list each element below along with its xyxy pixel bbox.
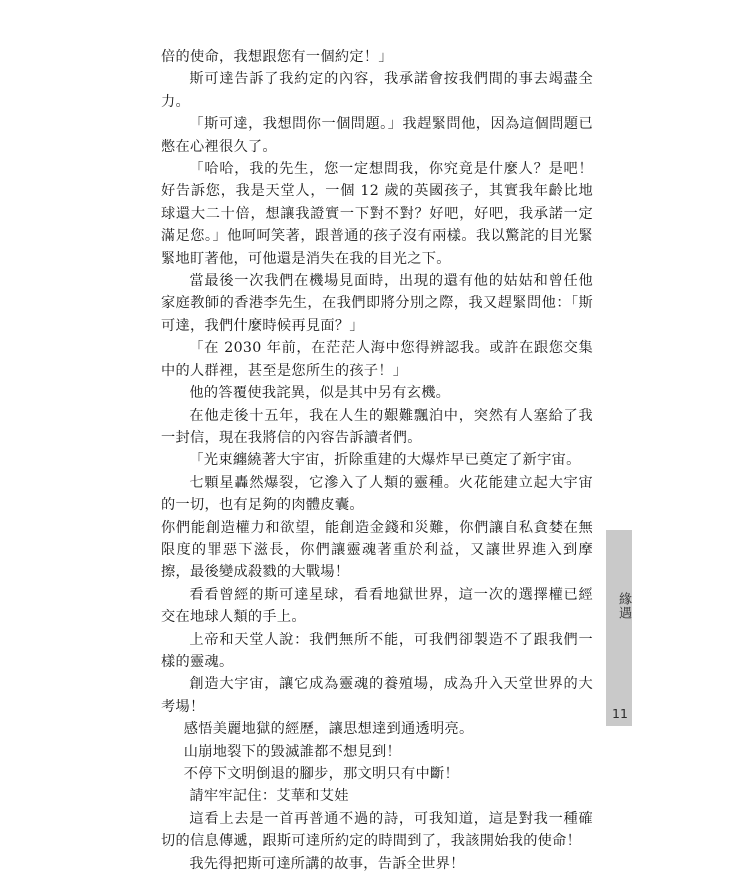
letter-paragraph: 不停下文明倒退的腳步，那文明只有中斷！: [183, 766, 459, 782]
letter-paragraph: 看看曾經的斯可達星球，看看地獄世界，這一次的選擇權已經交在地球人類的手上。: [161, 586, 593, 626]
paragraph: 在他走後十五年，我在人生的艱難飄泊中，突然有人塞給了我一封信，現在我將信的內容告訴讀者們。: [161, 407, 593, 446]
letter-paragraph: 山崩地裂下的毀滅誰都不想見到！: [183, 743, 402, 760]
paragraph: 這看上去是一首再普通不過的詩，可我知道，這是對我一種確切的信息傳遞，跟斯可達所約定的時間到了，我該開始我的使命！: [161, 810, 593, 850]
paragraph: 「在 2030 年前，在茫茫人海中您得辨認我。或許在跟您交集中的人群裡，甚至是您所生的孩子！」: [161, 340, 593, 379]
letter-paragraph: 你們能創造權力和欲望，能創造金錢和災難，你們讓自私貪婪在無限度的罪惡下滋長，你們讓靈魂著重於利益，又讓世界進入到摩擦，最後變成殺戮的大戰場！: [161, 519, 593, 581]
letter-paragraph: 創造大宇宙，讓它成為靈魂的養殖場，成為升入天堂世界的大考場！: [161, 676, 593, 715]
page-number: 11: [612, 706, 628, 721]
chapter-tab-label: 緣遇: [616, 592, 631, 620]
letter-paragraph: 「光束纏繞著大宇宙，折除重建的大爆炸早已奠定了新宇宙。: [189, 452, 581, 469]
paragraph: 倍的使命，我想跟您有一個約定！」: [161, 49, 393, 65]
body-text: [161, 46, 593, 875]
paragraph: 他的答覆使我詫異，似是其中另有玄機。: [189, 385, 451, 402]
letter-paragraph: 感悟美麗地獄的經歷，讓思想達到通透明亮。: [183, 721, 474, 738]
paragraph: 當最後一次我們在機場見面時，出現的還有他的姑姑和曾任他家庭教師的香港李先生，在我們即將分別之際，我又趕緊問他：「斯可達，我們什麼時候再見面？」: [161, 273, 593, 334]
paragraph: 我先得把斯可達所講的故事，告訴全世界！: [189, 855, 465, 872]
paragraph: 「哈哈，我的先生，您一定想問我，你究竟是什麼人？是吧！好告訴您，我是天堂人，一個 12 歲的英國孩子，其實我年齡比地球還大二十倍，想讓我證實一下對不對？好吧，好吧，我承諾一定滿足您。」他呵呵笑著，跟普通的孩子沒有兩樣。我以驚詫的目光緊緊地盯著他，可他還是消失在我的目光之下。: [161, 161, 593, 267]
letter-paragraph: 上帝和天堂人說：我們無所不能，可我們卻製造不了跟我們一樣的靈魂。: [161, 631, 593, 670]
letter-paragraph: 七顆星轟然爆裂，它滲入了人類的靈種。火花能建立起大宇宙的一切，也有足夠的肉體皮囊。: [161, 474, 593, 514]
letter-paragraph: 請牢牢記住：艾華和艾娃: [189, 788, 349, 805]
chapter-tab: [606, 530, 632, 726]
paragraph: 斯可達告訴了我約定的內容，我承諾會按我們間的事去竭盡全力。: [161, 71, 593, 110]
paragraph: 「斯可達，我想問你一個問題。」我趕緊問他，因為這個問題已憋在心裡很久了。: [161, 116, 593, 155]
